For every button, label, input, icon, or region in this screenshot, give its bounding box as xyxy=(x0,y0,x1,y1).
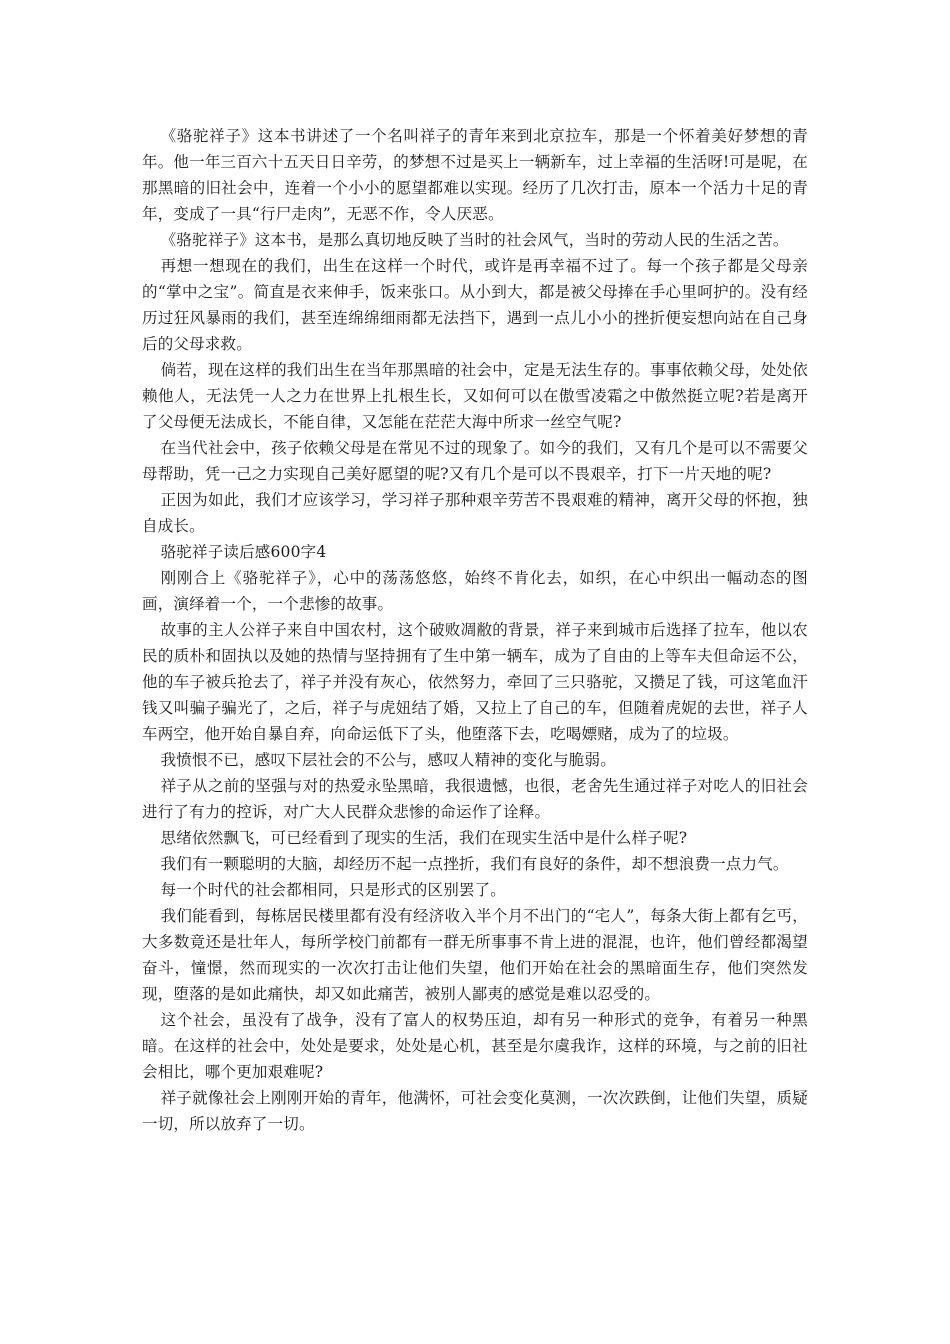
paragraph-1: 《骆驼祥子》这本书讲述了一个名叫祥子的青年来到北京拉车，那是一个怀着美好梦想的青年。他一年三百六十五天日日辛劳，的梦想不过是买上一辆新车，过上幸福的生活呀!可是呢，在那黑暗的旧社会中，连着一个小小的愿望都难以实现。经历了几次打击，原本一个活力十足的青年，变成了一具“行尸走肉”，无恶不作，令人厌恶。 xyxy=(142,127,808,223)
paragraph-13: 每一个时代的社会都相同，只是形式的区别罢了。 xyxy=(160,881,506,899)
paragraph-14: 我们能看到，每栋居民楼里都有没有经济收入半个月不出门的“宅人”，每条大街上都有乞丐，大多数竟还是壮年人，每所学校门前都有一群无所事事不肯上进的混混，也许，他们曾经都渴望奋斗，憧憬，然而现实的一次次打击让他们失望，他们开始在社会的黑暗面生存，他们突然发现，堕落的是如此痛快，却又如此痛苦，被别人鄙夷的感觉是难以忍受的。 xyxy=(142,907,808,1003)
paragraph-3: 再想一想现在的我们，出生在这样一个时代，或许是再幸福不过了。每一个孩子都是父母亲的“掌中之宝”。简直是衣来伸手，饭来张口。从小到大，都是被父母捧在手心里呵护的。没有经历过狂风暴雨的我们，甚至连绵绵细雨都无法挡下，遇到一点儿小小的挫折便妄想向站在自己身后的父母求救。 xyxy=(142,257,808,353)
paragraph-15: 这个社会，虽没有了战争，没有了富人的权势压迫，却有另一种形式的竞争，有着另一种黑暗。在这样的社会中，处处是要求，处处是心机，甚至是尔虞我诈，这样的环境，与之前的旧社会相比，哪个更加艰难呢? xyxy=(142,1011,808,1081)
paragraph-8: 故事的主人公祥子来自中国农村，这个破败凋敝的背景，祥子来到城市后选择了拉车，他以农民的质朴和固执以及她的热情与坚持拥有了生中第一辆车，成为了自由的上等车夫但命运不公，他的车子被兵抢去了，祥子并没有灰心，依然努力，牵回了三只骆驼，又攒足了钱，可这笔血汗钱又叫骗子骗光了，之后，祥子与虎妞结了婚，又拉上了自己的车，但随着虎妮的去世，祥子人车两空，他开始自暴自弃，向命运低下了头，他堕落下去，吃喝嫖赌，成为了的垃圾。 xyxy=(142,621,808,743)
paragraph-5: 在当代社会中，孩子依赖父母是在常见不过的现象了。如今的我们，又有几个是可以不需要父母帮助，凭一己之力实现自己美好愿望的呢?又有几个是可以不畏艰辛，打下一片天地的呢? xyxy=(142,439,808,483)
paragraph-9: 我愤恨不已，感叹下层社会的不公与，感叹人精神的变化与脆弱。 xyxy=(160,751,616,769)
paragraph-11: 思绪依然飘飞，可已经看到了现实的生活，我们在现实生活中是什么样子呢? xyxy=(160,829,688,847)
paragraph-4: 倘若，现在这样的我们出生在当年那黑暗的社会中，定是无法生存的。事事依赖父母，处处依赖他人，无法凭一人之力在世界上扎根生长，又如何可以在傲雪凌霜之中傲然挺立呢?若是离开了父母便无法成长，不能自律，又怎能在茫茫大海中所求一丝空气呢? xyxy=(142,361,808,431)
paragraph-16: 祥子就像社会上刚刚开始的青年，他满怀，可社会变化莫测，一次次跌倒，让他们失望，质疑一切，所以放弃了一切。 xyxy=(142,1089,808,1133)
paragraph-7: 刚刚合上《骆驼祥子》，心中的荡荡悠悠，始终不肯化去，如织，在心中织出一幅动态的图画，演绎着一个，一个悲惨的故事。 xyxy=(142,569,808,613)
paragraph-12: 我们有一颗聪明的大脑，却经历不起一点挫折，我们有良好的条件，却不想浪费一点力气。 xyxy=(160,855,789,873)
paragraph-2: 《骆驼祥子》这本书，是那么真切地反映了当时的社会风气，当时的劳动人民的生活之苦。 xyxy=(160,231,789,249)
paragraph-6: 正因为如此，我们才应该学习，学习祥子那种艰辛劳苦不畏艰难的精神，离开父母的怀抱，独自成长。 xyxy=(142,491,808,535)
paragraph-10: 祥子从之前的坚强与对的热爱永坠黑暗，我很遗憾，也很，老舍先生通过祥子对吃人的旧社会进行了有力的控诉，对广大人民群众悲惨的命运作了诠释。 xyxy=(142,777,808,821)
section-heading: 骆驼祥子读后感600字4 xyxy=(160,543,327,561)
document-page xyxy=(142,123,808,1137)
